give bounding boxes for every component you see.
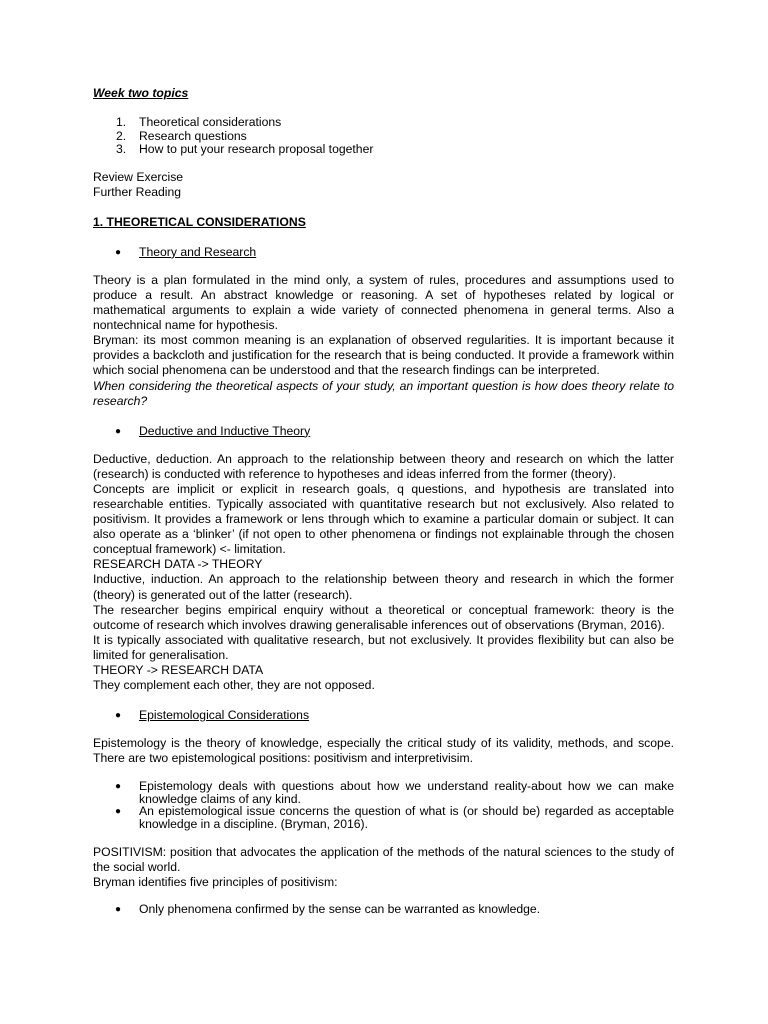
list-item: 2. Research questions bbox=[116, 128, 247, 143]
bullet-icon: ● bbox=[115, 425, 122, 437]
subsection-heading-epistemology: ● Epistemological Considerations bbox=[115, 708, 310, 723]
bullet-icon: ● bbox=[115, 781, 122, 793]
topics-list bbox=[93, 116, 674, 157]
list-item: ● Epistemology deals with questions about how we understand reality-about how we can make knowledge claims of any kind. bbox=[115, 779, 674, 806]
paragraph: Inductive, induction. An approach to the relationship between theory and research in which the former (theory) is generated out of the latter (research). bbox=[93, 572, 674, 602]
positivism-principles bbox=[93, 903, 674, 915]
list-item: 1. Theoretical considerations bbox=[116, 115, 282, 130]
review-exercise-label: Review Exercise bbox=[93, 169, 184, 184]
document-title: Week two topics bbox=[93, 86, 189, 100]
paragraph: Epistemology is the theory of knowledge, especially the critical study of its validity, methods, and scope. There are two epistemological positions: positivism and interpretivisim. bbox=[93, 736, 674, 766]
document-body bbox=[93, 86, 674, 916]
paragraph: Bryman identifies five principles of positivism: bbox=[93, 875, 338, 890]
paragraph: It is typically associated with qualitative research, but not exclusively. It provides flexibility but can also be limited for generalisation. bbox=[93, 632, 674, 662]
bullet-icon: ● bbox=[115, 806, 122, 818]
paragraph: Concepts are implicit or explicit in research goals, q questions, and hypothesis are translated into researchable entities. Typically associated with quantitative research but not exclusively. Also related to positivism. It provides a framework or lens through which to examine a particular domain or subject. It can also operate as a ‘blinker’ (if not open to other phenomena or findings not explainable through the chosen conceptual framework) <- limitation. bbox=[93, 481, 674, 557]
bullet-icon: ● bbox=[115, 710, 122, 722]
paragraph: The researcher begins empirical enquiry without a theoretical or conceptual framework: theory is the outcome of research which involves drawing generalisable inferences out of observations (Bryman, 2016). bbox=[93, 602, 674, 632]
paragraph: RESEARCH DATA -> THEORY bbox=[93, 557, 263, 572]
bullet-icon: ● bbox=[115, 904, 122, 916]
paragraph: They complement each other, they are not opposed. bbox=[93, 678, 375, 693]
list-item: ● An epistemological issue concerns the question of what is (or should be) regarded as acceptable knowledge in a discipline. (Bryman, 2016). bbox=[115, 804, 674, 831]
paragraph: When considering the theoretical aspects of your study, an important question is how does theory relate to research? bbox=[93, 378, 674, 408]
section-heading: 1. THEORETICAL CONSIDERATIONS bbox=[93, 214, 306, 229]
subsection-heading-theory: ● Theory and Research bbox=[115, 244, 257, 259]
paragraph: POSITIVISM: position that advocates the application of the methods of the natural sciences to the study of the social world. bbox=[93, 845, 674, 875]
list-item: 3. How to put your research proposal together bbox=[116, 142, 374, 157]
paragraph: Deductive, deduction. An approach to the relationship between theory and research on which the latter (research) is conducted with reference to hypotheses and ideas inferred from the former (theory). bbox=[93, 451, 674, 481]
paragraph: THEORY -> RESEARCH DATA bbox=[93, 663, 264, 678]
paragraph: Bryman: its most common meaning is an explanation of observed regularities. It is important because it provides a backcloth and justification for the research that is being conducted. It provide a framework within which social phenomena can be understood and that the research findings can be interpreted. bbox=[93, 333, 674, 378]
list-item: ● Only phenomena confirmed by the sense can be warranted as knowledge. bbox=[115, 902, 541, 917]
subsection-heading-deductive: ● Deductive and Inductive Theory bbox=[115, 423, 311, 438]
paragraph: Theory is a plan formulated in the mind only, a system of rules, procedures and assumptions used to produce a result. An abstract knowledge or reasoning. A set of hypotheses related by logical or mathematical arguments to explain a wide variety of connected phenomena in general terms. Also a nontechnical name for hypothesis. bbox=[93, 272, 674, 333]
epistemology-bullets bbox=[93, 780, 674, 830]
further-reading-label: Further Reading bbox=[93, 184, 182, 199]
bullet-icon: ● bbox=[115, 246, 122, 258]
